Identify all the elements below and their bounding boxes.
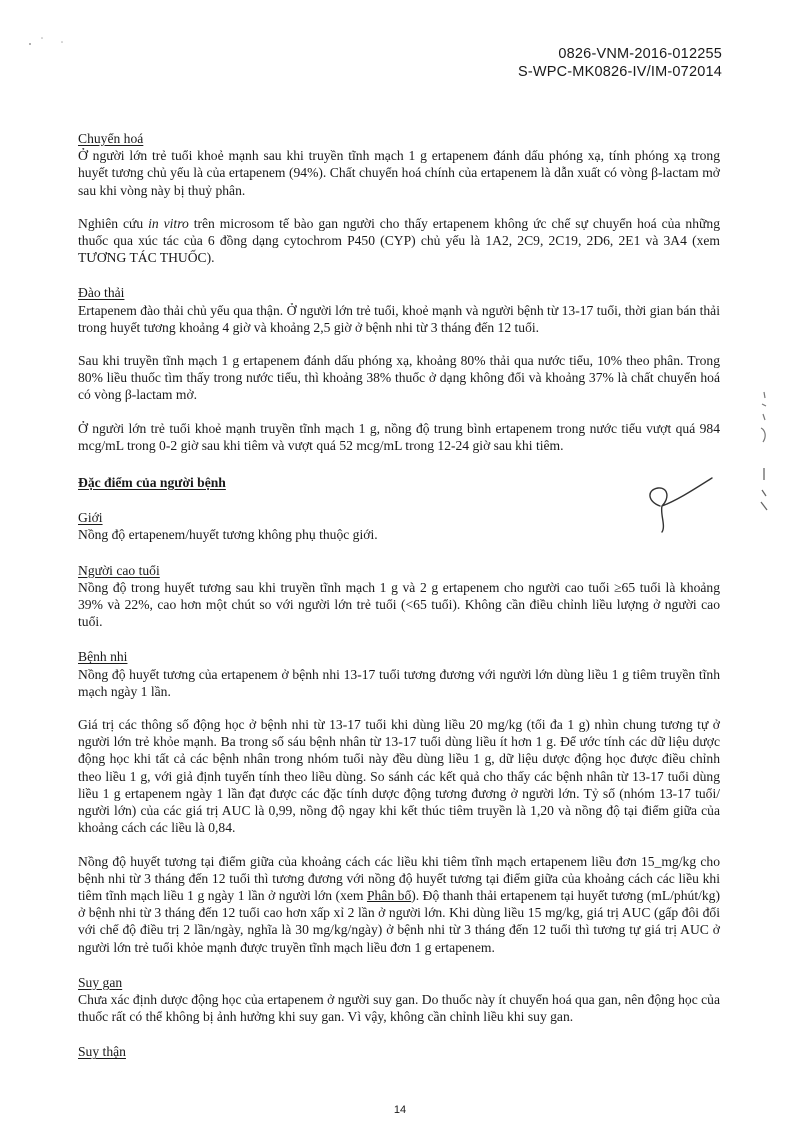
page-number: 14 bbox=[393, 1104, 407, 1116]
paragraph-pediatric-3-pre: Nồng độ huyết tương tại điểm giữa của khoảng cách các liều khi tiêm tĩnh mạch ertapenem liều đơn 15_mg/kg cho bệnh nhi từ 3 tháng đến 12 tuổi thì tương đương với nồng độ huyết tương tại điểm giữa của khoảng cách các liều khi tiêm tĩnh mạch liều 1 g ngày 1 lần ở người lớn (xem bbox=[78, 853, 720, 903]
heading-metabolism: Chuyển hoá bbox=[78, 131, 144, 146]
heading-patient-characteristics: Đặc điểm của người bệnh bbox=[78, 475, 226, 491]
handwritten-signature-icon bbox=[638, 476, 718, 536]
document-code-block bbox=[518, 45, 722, 81]
paragraph-elderly-1: Nồng độ trong huyết tương sau khi truyền tĩnh mạch 1 g và 2 g ertapenem cho người cao tuổi ≥65 tuổi là khoảng 39% và 22%, cao hơn một chút so với người lớn trẻ tuổi (<65 tuổi). Không cần điều chỉnh liều lượng ở người cao tuổi. bbox=[78, 579, 720, 630]
paragraph-metabolism-2-pre: Nghiên cứu bbox=[78, 215, 149, 231]
paragraph-metabolism-2-italic: in vitro bbox=[148, 215, 189, 231]
heading-gender: Giới bbox=[78, 510, 103, 526]
paragraph-pediatric-3 bbox=[78, 853, 720, 956]
scan-speck-icon bbox=[22, 30, 72, 50]
document-code-line-1: 0826-VNM-2016-012255 bbox=[558, 46, 722, 62]
heading-renal: Suy thận bbox=[78, 1044, 126, 1060]
paragraph-elimination-3: Ở người lớn trẻ tuổi khoẻ mạnh truyền tĩnh mạch 1 g, nồng độ trung bình ertapenem trong nước tiểu vượt quá 984 mcg/mL trong 0-2 giờ sau khi tiêm và vượt quá 52 mcg/mL trong 12-24 giờ sau khi tiêm. bbox=[78, 420, 720, 453]
margin-stamp-mark-icon bbox=[757, 466, 771, 516]
cross-reference-distribution-link: Phân bố bbox=[366, 887, 412, 903]
document-code-line-2: S-WPC-MK0826-IV/IM-072014 bbox=[517, 64, 722, 80]
heading-elimination: Đào thải bbox=[78, 285, 125, 301]
paragraph-gender-1: Nồng độ ertapenem/huyết tương không phụ thuộc giới. bbox=[78, 527, 378, 543]
margin-stamp-mark-icon bbox=[757, 388, 771, 448]
heading-elderly: Người cao tuổi bbox=[78, 562, 160, 578]
paragraph-pediatric-2: Giá trị các thông số động học ở bệnh nhi từ 13-17 tuổi khi dùng liều 20 mg/kg (tối đa 1 g) nhìn chung tương tự ở người lớn trẻ khỏe mạnh. Ba trong số sáu bệnh nhân từ 13-17 tuổi dùng liều ít hơn 1 g. Để ước tính các dữ liệu dược động học khi tất cả các bệnh nhân trong nhóm tuổi này đều dùng liều 1 g, dữ liệu dược động học được điều chỉnh theo liều 1 g, với giả định tuyến tính theo liều dùng. So sánh các kết quả cho thấy các bệnh nhân từ 13-17 tuổi dùng liều 1 g ertapenem ngày 1 lần đạt được các đặc tính dược động tương đương ở người lớn. Tỷ số (nhóm 13-17 tuổi/ người lớn) của các giá trị AUC là 0,99, nồng độ ngay khi kết thúc tiêm truyền là 1,20 và nồng độ tại điểm giữa của khoảng cách các liều là 0,84. bbox=[78, 717, 720, 836]
heading-hepatic: Suy gan bbox=[78, 974, 123, 990]
paragraph-elimination-1: Ertapenem đào thải chủ yếu qua thận. Ở người lớn trẻ tuổi, khoẻ mạnh và người bệnh từ 13-17 tuổi, thời gian bán thải trong huyết tương khoảng 4 giờ và khoảng 2,5 giờ ở bệnh nhi từ 3 tháng đến 12 tuổi. bbox=[78, 302, 720, 335]
paragraph-hepatic-1: Chưa xác định dược động học của ertapenem ở người suy gan. Do thuốc này ít chuyển hoá qua gan, nên động học của thuốc rất có thể không bị ảnh hưởng khi suy gan. Vì vậy, không cần chỉnh liều khi suy gan. bbox=[78, 991, 720, 1025]
paragraph-pediatric-1: Nồng độ huyết tương của ertapenem ở bệnh nhi 13-17 tuổi tương đương với người lớn dùng liều 1 g tiêm truyền tĩnh mạch ngày 1 lần. bbox=[78, 666, 720, 699]
paragraph-pediatric-3-post: ). Độ thanh thải ertapenem tại huyết tương (mL/phút/kg) ở bệnh nhi từ 3 tháng đến 12 tuổi cao hơn xấp xỉ 2 lần ở người lớn. Khi dùng liều 15 mg/kg, giá trị AUC (gấp đôi đối với chế độ điều trị 2 lần/ngày, nghĩa là 30 mg/kg/ngày) ở bệnh nhi từ 3 tháng đến 12 tuổi thì tương tự giá trị AUC ở người lớn trẻ tuổi khỏe mạnh được truyền tĩnh mạch liều đơn 1 g ertapenem. bbox=[78, 887, 720, 955]
heading-pediatric: Bệnh nhi bbox=[78, 649, 128, 665]
paragraph-metabolism-2 bbox=[78, 215, 720, 267]
paragraph-elimination-2: Sau khi truyền tĩnh mạch 1 g ertapenem đánh dấu phóng xạ, khoảng 80% thải qua nước tiểu, 10% theo phân. Trong 80% liều thuốc tìm thấy trong nước tiểu, thì khoảng 38% thuốc ở dạng không đổi và khoảng 37% là chất chuyển hoá có vòng β-lactam mở. bbox=[78, 353, 720, 403]
paragraph-metabolism-1: Ở người lớn trẻ tuổi khoẻ mạnh sau khi truyền tĩnh mạch 1 g ertapenem đánh dấu phóng xạ, tính phóng xạ trong huyết tương chủ yếu là của ertapenem (94%). Chất chuyển hoá chính của ertapenem là dẫn xuất có vòng β-lactam mở sau khi vòng này bị thuỷ phân. bbox=[78, 148, 720, 198]
paragraph-metabolism-2-post: trên microsom tế bào gan người cho thấy ertapenem không ức chế sự chuyển hoá của những thuốc qua xúc tác của 6 đồng dạng cytochrom P450 (CYP) chủ yếu là 1A2, 2C9, 2C19, 2D6, 2E1 và 3A4 (xem TƯƠNG TÁC THUỐC). bbox=[78, 215, 720, 266]
document-body bbox=[78, 130, 720, 1061]
